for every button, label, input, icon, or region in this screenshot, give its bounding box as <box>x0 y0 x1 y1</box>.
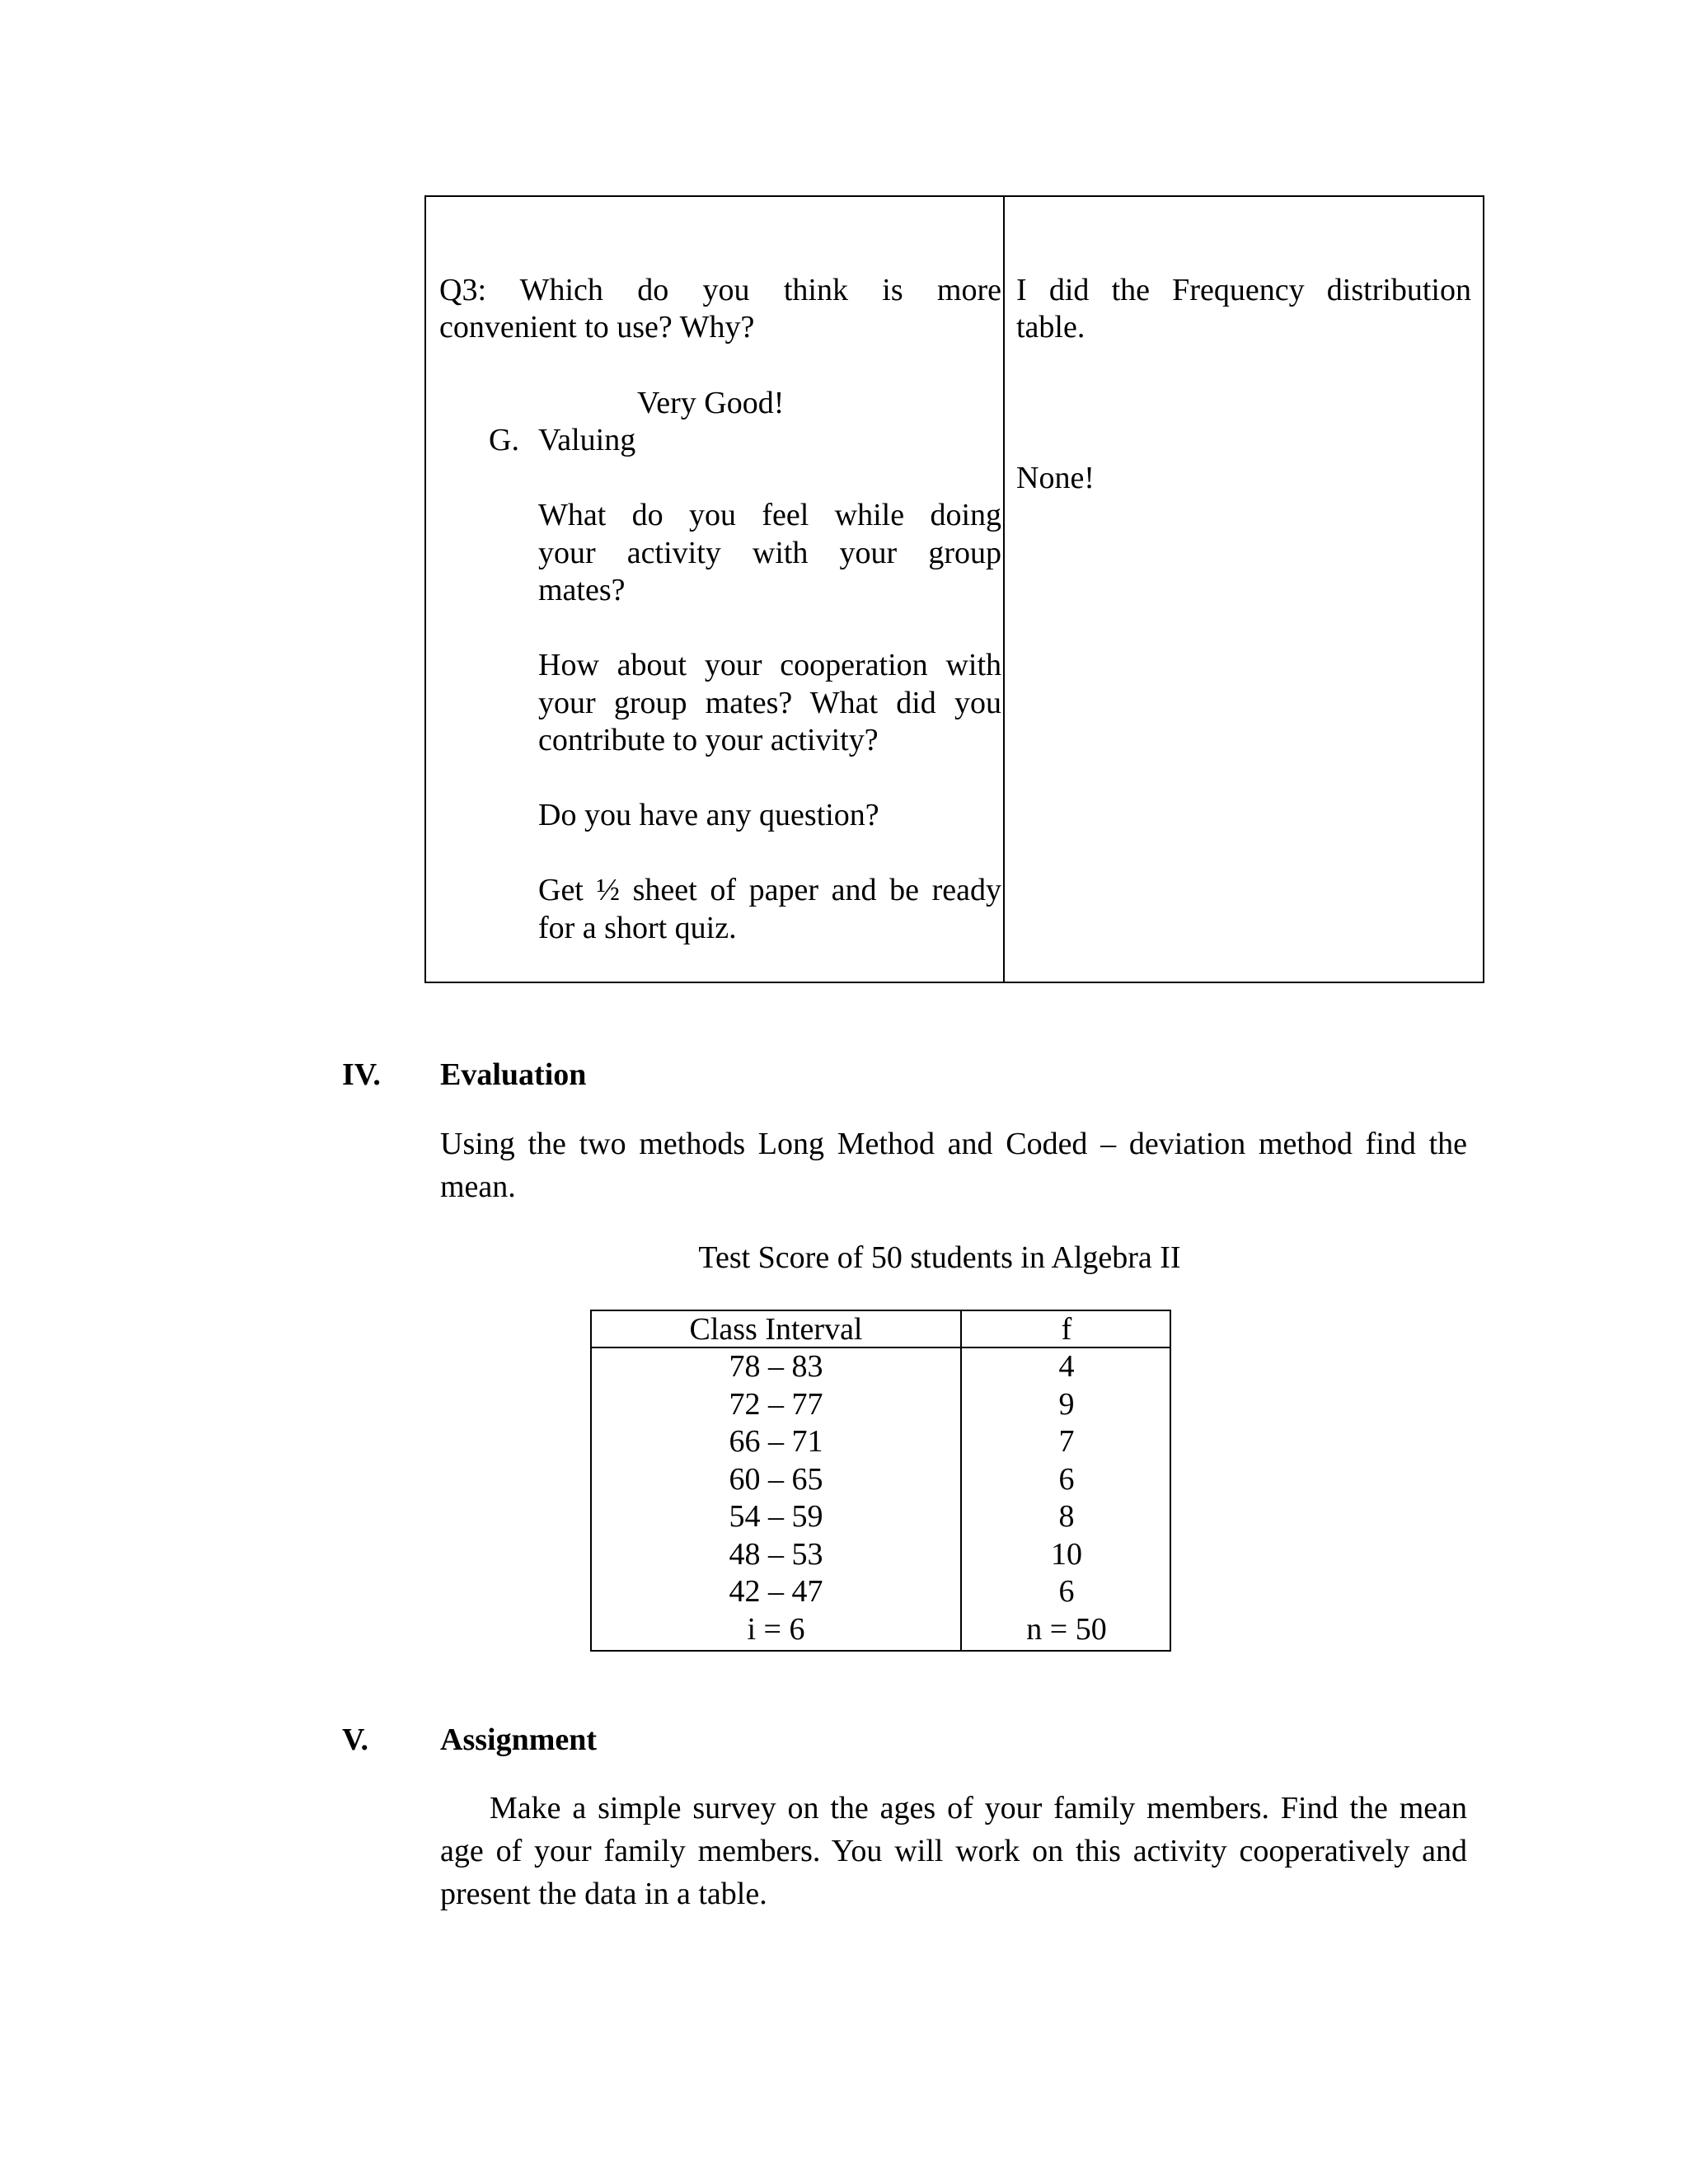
interval-cell: 72 – 77 <box>729 1386 823 1422</box>
evaluation-heading: Evaluation <box>440 1057 587 1092</box>
frequency-cell: 8 <box>1058 1499 1075 1534</box>
class-interval-header: Class Interval <box>689 1312 863 1347</box>
interval-width-cell: i = 6 <box>747 1611 805 1647</box>
interval-cell: 48 – 53 <box>729 1536 823 1572</box>
q3-line-2: convenient to use? Why? <box>439 310 755 344</box>
feel-question-line-3: mates? <box>538 573 626 607</box>
frequency-cell: 10 <box>1051 1536 1082 1572</box>
assignment-line-3: present the data in a table. <box>440 1877 767 1911</box>
frequency-header: f <box>1061 1312 1072 1347</box>
assignment-line-1: Make a simple survey on the ages of your family members. Find the mean <box>490 1791 1467 1825</box>
evaluation-instruction-line-2: mean. <box>440 1169 516 1204</box>
interval-cell: 60 – 65 <box>729 1461 823 1497</box>
lesson-table <box>424 195 1484 983</box>
quiz-instruction-line-2: for a short quiz. <box>538 911 737 945</box>
valuing-heading: Valuing <box>538 423 636 457</box>
frequency-table-title: Test Score of 50 students in Algebra II <box>698 1240 1181 1275</box>
frequency-cell: 6 <box>1058 1461 1075 1497</box>
assignment-line-2: age of your family members. You will work on this activity cooperatively and <box>440 1834 1467 1868</box>
evaluation-instruction-line-1: Using the two methods Long Method and Coded – deviation method find the <box>440 1127 1467 1161</box>
interval-cell: 54 – 59 <box>729 1499 823 1534</box>
interval-cell: 78 – 83 <box>729 1349 823 1384</box>
any-question-text: Do you have any question? <box>538 798 879 832</box>
frequency-column <box>962 1311 1171 1648</box>
cooperation-question-line-3: contribute to your activity? <box>538 723 879 757</box>
interval-cell: 66 – 71 <box>729 1424 823 1459</box>
interval-cell: 42 – 47 <box>729 1574 823 1609</box>
assignment-heading: Assignment <box>440 1722 598 1757</box>
class-interval-column <box>592 1311 960 1648</box>
section-numeral-v: V. <box>342 1722 369 1757</box>
frequency-cell: 4 <box>1058 1349 1075 1384</box>
cooperation-question-line-1: How about your cooperation with <box>538 648 1001 682</box>
answer-line-1: I did the Frequency distribution <box>1016 273 1471 307</box>
answer-line-2: table. <box>1016 310 1085 344</box>
valuing-letter: G. <box>489 423 519 457</box>
none-answer: None! <box>1016 461 1095 495</box>
frequency-cell: 7 <box>1058 1424 1075 1459</box>
column-divider <box>1003 197 1005 982</box>
q3-line-1: Q3: Which do you think is more <box>439 273 1001 307</box>
section-numeral-iv: IV. <box>342 1057 381 1092</box>
feel-question-line-1: What do you feel while doing <box>538 498 1001 532</box>
cooperation-question-line-2: your group mates? What did you <box>538 686 1001 720</box>
total-frequency-cell: n = 50 <box>1026 1611 1107 1647</box>
feel-question-line-2: your activity with your group <box>538 536 1001 570</box>
quiz-instruction-line-1: Get ½ sheet of paper and be ready <box>538 873 1001 907</box>
very-good-text: Very Good! <box>637 386 785 420</box>
frequency-cell: 6 <box>1058 1574 1075 1609</box>
frequency-cell: 9 <box>1058 1386 1075 1422</box>
frequency-table <box>590 1310 1171 1652</box>
